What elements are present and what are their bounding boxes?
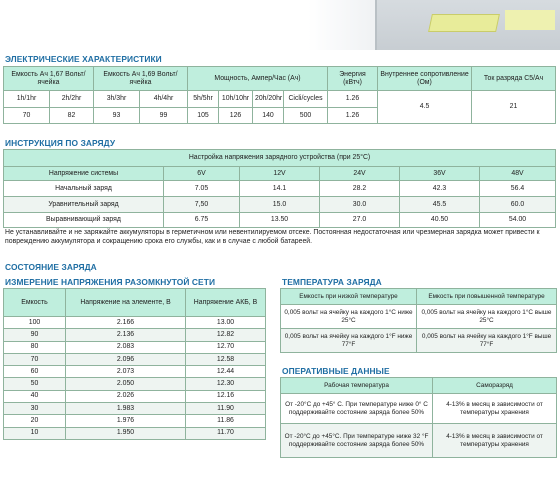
sub-cell: 4h/4hr [140,91,188,108]
table-cell: 4-13% в месяц в зависимости от температуры хранения [433,424,557,458]
table-cell: 70 [4,353,66,365]
table-cell: 30 [4,403,66,415]
value-cell: 140 [253,108,284,124]
value-cell: 500 [284,108,328,124]
cap167-header: Емкость Ач 1,67 Вольт/ячейка [4,67,94,91]
column-header: Напряжение на элементе, В [66,289,186,317]
value-cell: 82 [50,108,94,124]
sub-cell: 3h/3hr [94,91,140,108]
table-cell: 7.05 [164,181,240,197]
table-cell: 6.75 [164,213,240,228]
column-header: 6V [164,167,240,181]
row-label: Уравнительный заряд [4,197,164,213]
table-cell: 0,005 вольт на ячейку на каждого 1°C выше 25°C [417,305,557,329]
table-cell: 11.90 [186,403,266,415]
sub-cell: 20h/20hr [253,91,284,108]
battery-terminal-graphic [428,14,500,32]
row-label: Выравнивающий заряд [4,213,164,228]
sub-cell: Cicli/cycles [284,91,328,108]
table-cell: 28.2 [320,181,400,197]
table-cell: 42.3 [400,181,480,197]
table-cell: От -20°С до +45° С. При температуре ниже 0° С поддерживайте состояние заряда более 50% [281,394,433,424]
value-cell: 93 [94,108,140,124]
table-cell: 1.983 [66,403,186,415]
table-cell: 45.5 [400,197,480,213]
operational-data-heading: ОПЕРАТИВНЫЕ ДАННЫЕ [282,366,390,376]
resistance-value: 4.5 [378,91,472,124]
sub-cell: 1h/1hr [4,91,50,108]
charge-temperature-table [280,288,557,353]
charge-instructions-heading: ИНСТРУКЦИЯ ПО ЗАРЯДУ [5,138,116,148]
table-cell: 2.050 [66,378,186,390]
column-header: 24V [320,167,400,181]
table-cell: 40 [4,390,66,402]
product-banner [0,0,560,50]
charge-state-heading: СОСТОЯНИЕ ЗАРЯДА [5,262,97,272]
column-header: Емкость при низкой температуре [281,289,417,305]
table-cell: 20 [4,415,66,427]
table-cell: 2.073 [66,366,186,378]
current-value: 21 [472,91,556,124]
column-header: Напряжение АКБ, В [186,289,266,317]
table-cell: 12.30 [186,378,266,390]
battery-label-graphic [505,10,555,30]
table-cell: 11.86 [186,415,266,427]
table-cell: 12.70 [186,341,266,353]
table-cell: 2.166 [66,317,186,329]
energy-header: Энергия (кВтч) [328,67,378,91]
table-cell: 4-13% в месяц в зависимости от температуры хранения [433,394,557,424]
charging-warning-note: Не устанавливайте и не заряжайте аккумуляторы в герметичном или невентилируемом отсеке. Постоянная недостаточная или чрезмерная зарядка может привести к повреждению аккумулятора и сокращению срока его службы, как и в случае с любой батареей. [5,229,540,245]
column-header: 12V [240,167,320,181]
sub-cell: 2h/2hr [50,91,94,108]
value-cell: 126 [219,108,253,124]
charge-temperature-heading: ТЕМПЕРАТУРА ЗАРЯДА [282,277,382,287]
table-cell: 54.00 [480,213,556,228]
value-cell: 99 [140,108,188,124]
table-cell: 50 [4,378,66,390]
value-cell: 70 [4,108,50,124]
table-cell: 0,005 вольт на ячейку на каждого 1°F выше 77°F [417,329,557,353]
table-cell: 56.4 [480,181,556,197]
table-cell: 12.82 [186,329,266,341]
value-cell: 1.26 [328,108,378,124]
table-cell: 15.0 [240,197,320,213]
table-cell: 60 [4,366,66,378]
table-cell: 1.950 [66,427,186,439]
table-cell: 11.70 [186,427,266,439]
table-cell: 30.0 [320,197,400,213]
table-cell: 14.1 [240,181,320,197]
ocv-heading: ИЗМЕРЕНИЕ НАПРЯЖЕНИЯ РАЗОМКНУТОЙ СЕТИ [5,277,216,287]
table-cell: 12.58 [186,353,266,365]
column-header: Рабочая температура [281,378,433,394]
sub-cell: 10h/10hr [219,91,253,108]
table-cell: 40.50 [400,213,480,228]
table-cell: 1.976 [66,415,186,427]
current-header: Ток разряда С5/Ач [472,67,556,91]
sub-cell: 5h/5hr [188,91,219,108]
table-cell: 0,005 вольт на ячейку на каждого 1°C ниже 25°C [281,305,417,329]
row-label: Начальный заряд [4,181,164,197]
table-cell: От -20°С до +45°С. При температуре ниже 32 °F поддерживайте состояние заряда более 50% [281,424,433,458]
electrical-table [3,66,556,124]
table-cell: 2.083 [66,341,186,353]
table-cell: 100 [4,317,66,329]
table-cell: 0,005 вольт на ячейку на каждого 1°F ниже 77°F [281,329,417,353]
table-cell: 60.0 [480,197,556,213]
electrical-heading: ЭЛЕКТРИЧЕСКИЕ ХАРАКТЕРИСТИКИ [5,54,162,64]
ocv-table [3,288,266,440]
column-header: 48V [480,167,556,181]
table-cell: 2.026 [66,390,186,402]
column-header: Саморазряд [433,378,557,394]
table-cell: 13.00 [186,317,266,329]
column-header: 36V [400,167,480,181]
operational-data-table [280,377,557,458]
column-header: Емкость при повышенной температуре [417,289,557,305]
table-cell: 12.44 [186,366,266,378]
power-header: Мощность, Ампер/Час (Ач) [188,67,328,91]
column-header: Емкость [4,289,66,317]
value-cell: 105 [188,108,219,124]
table-cell: 13.50 [240,213,320,228]
cap169-header: Емкость Ач 1,69 Вольт/ячейка [94,67,188,91]
table-cell: 90 [4,329,66,341]
charger-settings-table [3,149,556,228]
table-cell: 27.0 [320,213,400,228]
charger-settings-title: Настройка напряжения зарядного устройства (при 25°C) [4,150,556,167]
table-cell: 7,50 [164,197,240,213]
table-cell: 10 [4,427,66,439]
table-cell: 12.16 [186,390,266,402]
table-cell: 80 [4,341,66,353]
resistance-header: Внутреннее сопротивление (Ом) [378,67,472,91]
sub-cell: 1.26 [328,91,378,108]
column-header: Напряжение системы [4,167,164,181]
table-cell: 2.096 [66,353,186,365]
table-cell: 2.136 [66,329,186,341]
